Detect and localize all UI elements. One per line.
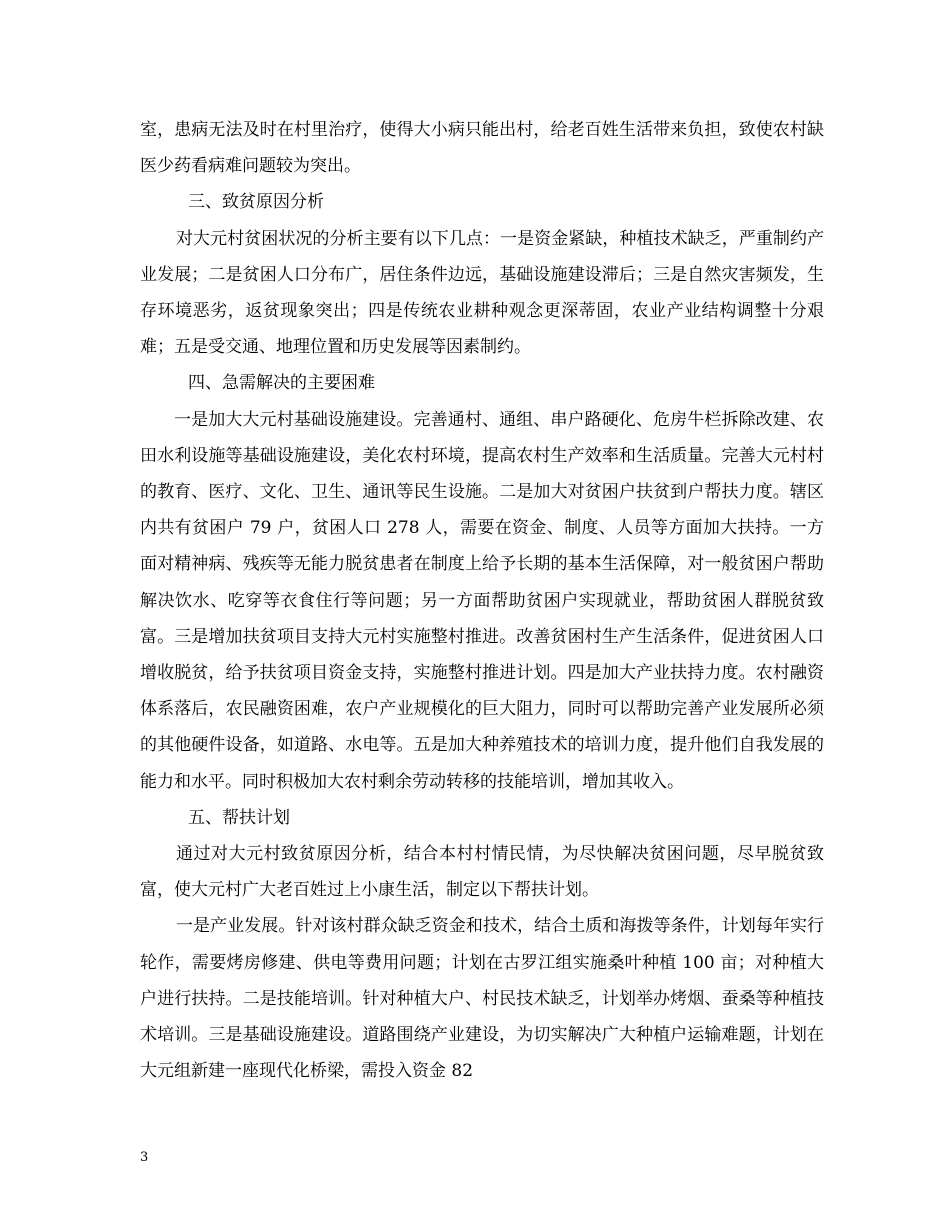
section-heading-4: 四、急需解决的主要困难 [188, 373, 375, 394]
document-body [140, 112, 824, 1089]
page-number: 3 [140, 1150, 149, 1165]
section-heading-5: 五、帮扶计划 [188, 807, 290, 828]
section-heading-3: 三、致贫原因分析 [188, 192, 324, 213]
paragraph-poverty-causes: 对大元村贫困状况的分析主要有以下几点：一是资金紧缺，种植技术缺乏，严重制约产业发展；二是贫困人口分布广，居住条件边远，基础设施建设滞后；三是自然灾害频发，生存环境恶劣，返贫现象突出；四是传统农业耕种观念更深蒂固，农业产业结构调整十分艰难；五是受交通、地理位置和历史发展等因素制约。 [140, 228, 824, 358]
paragraph-main-difficulties: 一是加大大元村基础设施建设。完善通村、通组、串户路硬化、危房牛栏拆除改建、农田水利设施等基础设施建设，美化农村环境，提高农村生产效率和生活质量。完善大元村村的教育、医疗、文化、卫生、通讯等民生设施。二是加大对贫困户扶贫到户帮扶力度。辖区内共有贫困户 79 户，贫困人口 278 人，需要在资金、制度、人员等方面加大扶持。一方面对精神病、残疾等无能力脱贫患者在制度上给予长期的基本生活保障，对一般贫困户帮助解决饮水、吃穿等衣食住行等问题；另一方面帮助贫困户实现就业，帮助贫困人群脱贫致富。三是增加扶贫项目支持大元村实施整村推进。改善贫困村生产生活条件，促进贫困人口增收脱贫，给予扶贫项目资金支持，实施整村推进计划。四是加大产业扶持力度。农村融资体系落后，农民融资困难，农户产业规模化的巨大阻力，同时可以帮助完善产业发展所必须的其他硬件设备，如道路、水电等。五是加大种养殖技术的培训力度，提升他们自我发展的能力和水平。同时积极加大农村剩余劳动转移的技能培训，增加其收入。 [140, 409, 824, 792]
paragraph-continuation: 室，患病无法及时在村里治疗，使得大小病只能出村，给老百姓生活带来负担，致使农村缺医少药看病难问题较为突出。 [140, 120, 824, 177]
paragraph-plan-details: 一是产业发展。针对该村群众缺乏资金和技术，结合土质和海拨等条件，计划每年实行轮作，需要烤房修建、供电等费用问题；计划在古罗江组实施桑叶种植 100 亩；对种植大户进行扶持。二是技能培训。针对种植大户、村民技术缺乏，计划举办烤烟、蚕桑等种植技术培训。三是基础设施建设。道路围绕产业建设，为切实解决广大种植户运输难题，计划在大元组新建一座现代化桥梁，需投入资金 82 [140, 916, 824, 1082]
paragraph-plan-intro: 通过对大元村致贫原因分析，结合本村村情民情，为尽快解决贫困问题，尽早脱贫致富，使大元村广大老百姓过上小康生活，制定以下帮扶计划。 [140, 844, 824, 901]
